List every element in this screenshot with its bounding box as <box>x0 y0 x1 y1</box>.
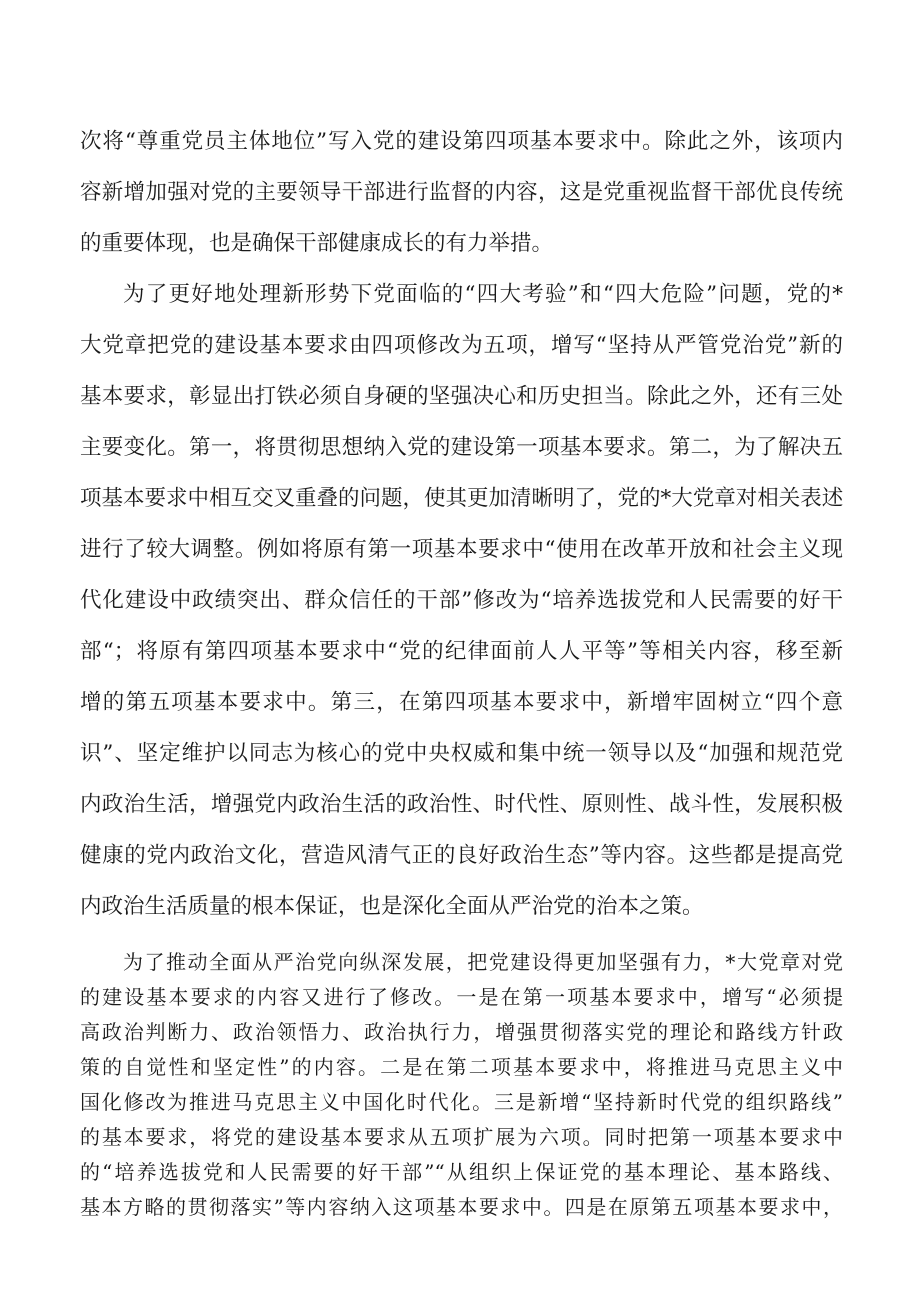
text-line: 策的自觉性和坚定性”的内容。二是在第二项基本要求中，将推进马克思主义中 <box>80 1055 843 1079</box>
text-line: 的基本要求，将党的建设基本要求从五项扩展为六项。同时把第一项基本要求中 <box>80 1125 843 1149</box>
text-line: 代化建设中政绩突出、群众信任的干部”修改为“培养选拔党和人民需要的好干 <box>80 588 843 613</box>
text-line: 项基本要求中相互交叉重叠的问题，使其更加清晰明了，党的*大党章对相关表述 <box>80 486 843 511</box>
text-line: 的建设基本要求的内容又进行了修改。一是在第一项基本要求中，增写“必须提 <box>80 985 843 1009</box>
text-line: 大党章把党的建设基本要求由四项修改为五项，增写“坚持从严管党治党”新的 <box>80 333 843 358</box>
text-line: 高政治判断力、政治领悟力、政治执行力，增强贯彻落实党的理论和路线方针政 <box>80 1020 843 1044</box>
text-line: 进行了较大调整。例如将原有第一项基本要求中“使用在改革开放和社会主义现 <box>80 537 843 562</box>
text-line: 次将“尊重党员主体地位”写入党的建设第四项基本要求中。除此之外，该项内 <box>80 129 843 154</box>
text-line: 的“培养选拔党和人民需要的好干部”“从组织上保证党的基本理论、基本路线、 <box>80 1160 843 1184</box>
text-line: 部“；将原有第四项基本要求中“党的纪律面前人人平等”等相关内容，移至新 <box>80 639 843 664</box>
text-line: 健康的党内政治文化，营造风清气正的良好政治生态”等内容。这些都是提高党 <box>80 843 843 868</box>
text-line: 国化修改为推进马克思主义中国化时代化。三是新增“坚持新时代党的组织路线” <box>80 1090 843 1114</box>
text-line: 容新增加强对党的主要领导干部进行监督的内容，这是党重视监督干部优良传统 <box>80 180 843 205</box>
text-line: 为了推动全面从严治党向纵深发展，把党建设得更加坚强有力，*大党章对党 <box>123 950 843 974</box>
text-line: 的重要体现，也是确保干部健康成长的有力举措。 <box>80 231 554 256</box>
text-line: 基本要求，彰显出打铁必须自身硬的坚强决心和历史担当。除此之外，还有三处 <box>80 384 843 409</box>
text-line: 内政治生活，增强党内政治生活的政治性、时代性、原则性、战斗性，发展积极 <box>80 792 843 817</box>
text-line: 为了更好地处理新形势下党面临的“四大考验”和“四大危险”问题，党的* <box>123 282 843 307</box>
text-line: 主要变化。第一，将贯彻思想纳入党的建设第一项基本要求。第二，为了解决五 <box>80 435 843 460</box>
text-line: 内政治生活质量的根本保证，也是深化全面从严治党的治本之策。 <box>80 894 704 919</box>
text-line: 基本方略的贯彻落实”等内容纳入这项基本要求中。四是在原第五项基本要求中， <box>80 1195 843 1219</box>
text-line: 增的第五项基本要求中。第三，在第四项基本要求中，新增牢固树立“四个意 <box>80 690 843 715</box>
text-line: 识”、坚定维护以同志为核心的党中央权威和集中统一领导以及“加强和规范党 <box>80 741 843 766</box>
